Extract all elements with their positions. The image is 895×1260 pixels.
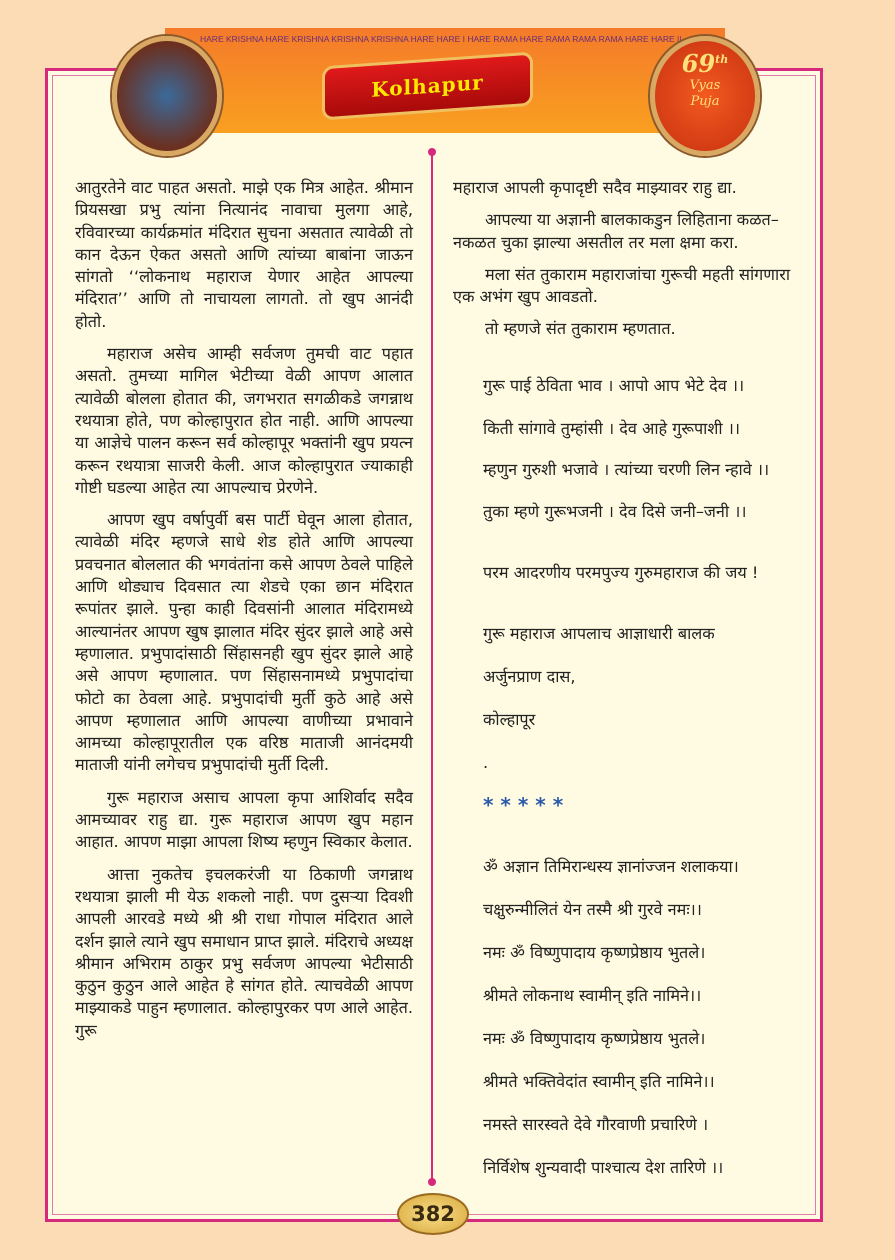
paragraph: आत्ता नुकतेच इचलकरंजी या ठिकाणी जगन्नाथ रथयात्रा झाली मी येऊ शकलो नाही. पण दुसऱ्या दिवशी आपली आरवडे मध्ये श्री श्री राधा गोपाल मंदिरात आले दर्शन झाले त्याने खुप समाधान प्राप्त झाले. मंदिराचे अध्यक्ष श्रीमान अभिराम ठाकुर प्रभु सर्वजण आपल्या भेटीसाठी कुठुन कुठुन आले आहेत हे सांगत होते. त्याचवेळी आपण माझ्याकडे पाहुन म्हणालात. कोल्हापुरकर पण आले आहेत. गुरू	[75, 864, 413, 1040]
paragraph: महाराज असेच आम्ही सर्वजण तुमची वाट पहात असतो. तुमच्या मागिल भेटीच्या वेळी आपण आलात त्यावेळी बोलला होतात की, जगभरात सगळीकडे जगन्नाथ रथयात्रा होते, पण कोल्हापुरात होत नाही. आणि आपल्या या आज्ञेचे पालन करून सर्व कोल्हापूर भक्तांनी खुप प्रयत्न करून रथयात्रा साजरी केली. आज कोल्हापुरात ज्याकाही गोष्टी घडल्या आहेत त्या आपल्याच प्रेरणेने.	[75, 344, 413, 497]
right-column	[453, 177, 791, 1194]
paragraph: गुरू महाराज असाच आपला कृपा आशिर्वाद सदैव आमच्यावर राहु द्या. गुरू महाराज आपण खुप महान आहात. आपण माझा आपला शिष्य म्हणुन स्विकार केलात.	[75, 787, 413, 852]
mantra-line: नमस्ते सारस्वते देवे गौरवाणी प्रचारिणे ।	[483, 1114, 709, 1134]
column-divider	[431, 150, 433, 1185]
paragraph: महाराज आपली कृपादृष्टी सदैव माझ्यावर राहु द्या.	[453, 178, 737, 197]
paragraph: आतुरतेने वाट पाहत असतो. माझे एक मित्र आहेत. श्रीमान प्रियसखा प्रभु त्यांना नित्यानंद नावाचा मुलगा आहे, रविवारच्या कार्यक्रमांत मंदिरात सुचना असतात त्यावेळी तो कान देऊन ऐकत असतो आणि त्यांच्या बाबांना जाऊन सांगतो ‘‘लोकनाथ महाराज येणार आहेत आपल्या मंदिरात’’ आणि तो नाचायला लागतो. तो खुप आनंदी होतो.	[75, 178, 413, 331]
paragraph: तो म्हणजे संत तुकाराम म्हणतात.	[485, 319, 676, 339]
divider-dot	[428, 1178, 436, 1186]
paragraph: मला संत तुकाराम महाराजांचा गुरूची महती सांगणारा एक अभंग खुप आवडतो.	[453, 264, 791, 307]
badge-line2: Puja	[690, 94, 720, 109]
jay-line: परम आदरणीय परमपुज्य गुरुमहाराज की जय !	[483, 562, 759, 582]
paragraph: आपल्या या अज्ञानी बालकाकडुन लिहिताना कळत–नकळत चुका झाल्या असतील तर मला क्षमा करा.	[453, 210, 779, 252]
vyas-puja-badge	[650, 36, 760, 156]
deity-image	[112, 36, 222, 156]
abhang-line: म्हणुन गुरुशी भजावे । त्यांच्या चरणी लिन न्हावे ।।	[483, 459, 770, 479]
paragraph: आपण खुप वर्षापुर्वी बस पार्टी घेवून आला होतात, त्यावेळी मंदिर म्हणजे साधे शेड होते आणि आपल्या प्रवचनात बोललात की भगवंतांना कसे आपण ठेवले पाहिले आणि थोड्याच दिवसात त्या शेडचे एका छान मंदिरात रूपांतर झाले. पुन्हा काही दिवसांनी आलात मंदिरामध्ये आल्यानंतर आपण खुष झालात मंदिर सुंदर झाले आहे असे म्हणालात. प्रभुपादांसाठी सिंहासनही खुप सुंदर झाले आहे असे आपण म्हणालात. पण सिंहासनामध्ये प्रभुपादांचा फोटो का ठेवला आहे. प्रभुपादांची मुर्ती कुठे आहे असे आपण म्हणालात आणि आपल्या वाणीच्या प्रभावाने आमच्या कोल्हापूरातील एक वरिष्ठ माताजी आनंदमयी माताजी यांनी लगेचच प्रभुपादांची मुर्ती दिली.	[75, 510, 413, 775]
badge-suffix: th	[715, 53, 729, 66]
page-number: 382	[397, 1193, 469, 1235]
mantra-line: निर्विशेष शुन्यवादी पाश्चात्य देश तारिणे ।।	[483, 1157, 724, 1177]
page-title: Kolhapur	[371, 70, 484, 102]
mantra-line: श्रीमते भक्तिवेदांत स्वामीन् इति नामिने।।	[483, 1071, 715, 1091]
mantra-line: चक्षुरुन्मीलितं येन तस्मै श्री गुरवे नमः।।	[483, 899, 702, 919]
abhang-line: तुका म्हणे गुरूभजनी । देव दिसे जनी–जनी ।।	[483, 501, 747, 521]
badge-number: 69	[681, 49, 716, 78]
badge-line1: Vyas	[689, 78, 721, 93]
mantra-line: नमः ॐ विष्णुपादाय कृष्णप्रेष्ठाय भुतले।	[483, 942, 706, 962]
mantra-line: नमः ॐ विष्णुपादाय कृष्णप्रेष्ठाय भुतले।	[483, 1028, 706, 1048]
left-column	[75, 177, 413, 1052]
abhang-line: गुरू पाई ठेविता भाव । आपो आप भेटे देव ।।	[483, 375, 745, 395]
mantra-line: श्रीमते लोकनाथ स्वामीन् इति नामिने।।	[483, 985, 702, 1005]
signature-line: गुरू महाराज आपलाच आज्ञाधारी बालक	[483, 623, 715, 643]
signature-line: .	[483, 752, 489, 772]
signature-line: कोल्हापूर	[483, 709, 536, 729]
stars-separator: * * * * *	[483, 792, 564, 817]
divider-dot	[428, 148, 436, 156]
abhang-line: किती सांगावे तुम्हांसी । देव आहे गुरूपाशी ।।	[483, 418, 740, 438]
mantra-text: HARE KRISHNA HARE KRISHNA KRISHNA KRISHNA HARE HARE I HARE RAMA HARE RAMA RAMA RAMA HARE HARE ||	[200, 34, 682, 44]
mantra-line: ॐ अज्ञान तिमिरान्धस्य ज्ञानांज्जन शलाकया।	[483, 856, 739, 876]
signature-line: अर्जुनप्राण दास,	[483, 666, 576, 686]
